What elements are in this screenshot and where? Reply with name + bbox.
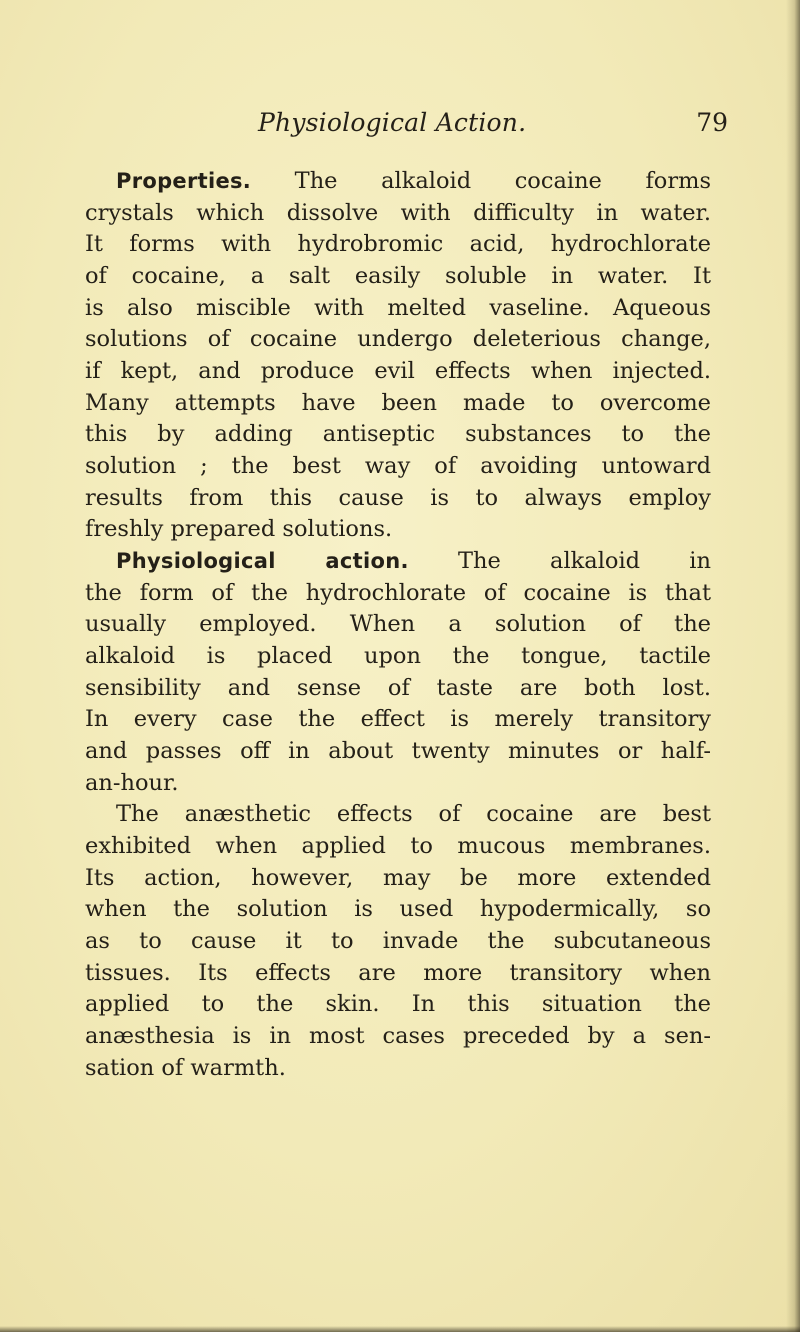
text-line: this by adding antiseptic substances to the [85,421,711,447]
text-line: solution ; the best way of avoiding untoward [85,453,711,479]
text-line: results from this cause is to always employ [85,485,711,511]
text-line: sensibility and sense of taste are both lost. [85,675,711,701]
text-line: usually employed. When a solution of the [85,611,711,637]
text-line: an-hour. [85,770,179,796]
text-line: tissues. Its effects are more transitory when [85,960,711,986]
text-line: The anæsthetic effects of cocaine are best [116,801,711,827]
text-line: as to cause it to invade the subcutaneous [85,928,711,954]
page-edge-shadow [786,0,800,1332]
text-line: freshly prepared solutions. [85,516,393,542]
text-line: sation of warmth. [85,1055,286,1081]
text-line: Its action, however, may be more extended [85,865,711,891]
page-header [258,108,728,144]
text-span: The alkaloid cocaine forms [251,168,711,194]
text-line: It forms with hydrobromic acid, hydrochlorate [85,231,711,257]
text-span: The alkaloid in [408,548,711,574]
text-line: applied to the skin. In this situation the [85,991,711,1017]
text-line: the form of the hydrochlorate of cocaine is that [85,580,711,606]
text-line: alkaloid is placed upon the tongue, tactile [85,643,711,669]
text-line: exhibited when applied to mucous membranes. [85,833,711,859]
section-heading-physiological-action: Physiological action. [116,549,409,573]
text-line: crystals which dissolve with difficulty in water. [85,200,711,226]
text-line: is also miscible with melted vaseline. Aqueous [85,295,711,321]
section-heading-properties: Properties. [116,169,252,193]
text-line: solutions of cocaine undergo deleterious change, [85,326,711,352]
text-line: of cocaine, a salt easily soluble in water. It [85,263,711,289]
page-bottom-edge [0,1326,800,1332]
running-head: Physiological Action. [258,108,527,137]
text-line: In every case the effect is merely transitory [85,706,711,732]
text-line: if kept, and produce evil effects when injected. [85,358,711,384]
text-line [116,165,711,197]
page-number: 79 [696,108,728,137]
text-line: Many attempts have been made to overcome [85,390,711,416]
text-line: anæsthesia is in most cases preceded by a sen- [85,1023,711,1049]
text-line [116,545,711,577]
text-line: and passes off in about twenty minutes or half- [85,738,711,764]
text-line: when the solution is used hypodermically, so [85,896,711,922]
